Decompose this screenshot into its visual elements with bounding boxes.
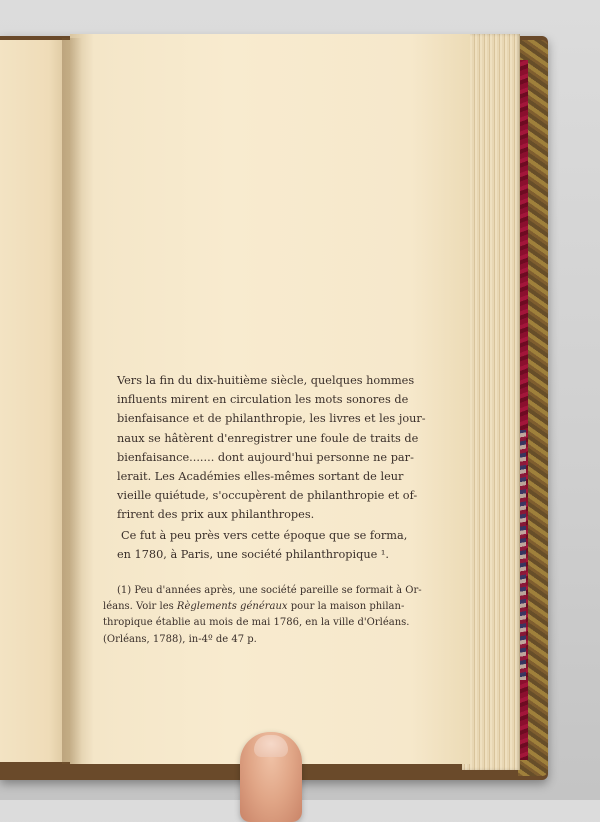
footnote-text: pour la maison philan- [287, 601, 405, 613]
text-line: naux se hâtèrent d'enregistrer une foule de traits de [117, 431, 419, 445]
footnote-title-italic: Règlements généraux [176, 601, 288, 613]
text-line: en 1780, à Paris, une société philanthropique ¹. [117, 547, 390, 561]
page-stack-edges [462, 34, 520, 770]
footnote-line: thropique établie au mois de mai 1786, en la ville d'Orléans. [103, 617, 410, 629]
page-body-text [117, 371, 451, 564]
footnote-line [103, 599, 453, 615]
footnote-text: léans. Voir les [103, 601, 177, 613]
footnote-line: (Orléans, 1788), in-4º de 47 p. [103, 633, 257, 645]
text-line: bienfaisance....... dont aujourd'hui personne ne par- [117, 450, 414, 464]
footnote-line: (1) Peu d'années après, une société pareille se formait à Or- [117, 585, 422, 596]
left-page [0, 40, 70, 762]
text-line: Ce fut à peu près vers cette époque que se forma, [121, 528, 408, 542]
text-line: Vers la fin du dix-huitième siècle, quelques hommes [117, 374, 415, 387]
paragraph-2 [117, 526, 451, 564]
fingernail [254, 735, 288, 757]
text-line: frirent des prix aux philanthropes. [117, 508, 315, 522]
text-line: influents mirent en circulation les mots sonores de [117, 393, 409, 407]
paragraph-1 [117, 371, 451, 525]
book-gutter-shadow [62, 38, 82, 764]
text-line: lerait. Les Académies elles-mêmes sortant de leur [117, 470, 404, 484]
text-line: bienfaisance et de philanthropie, les livres et les jour- [117, 412, 426, 426]
footnote [103, 583, 453, 648]
text-line: vieille quiétude, s'occupèrent de philanthropie et of- [117, 489, 418, 503]
